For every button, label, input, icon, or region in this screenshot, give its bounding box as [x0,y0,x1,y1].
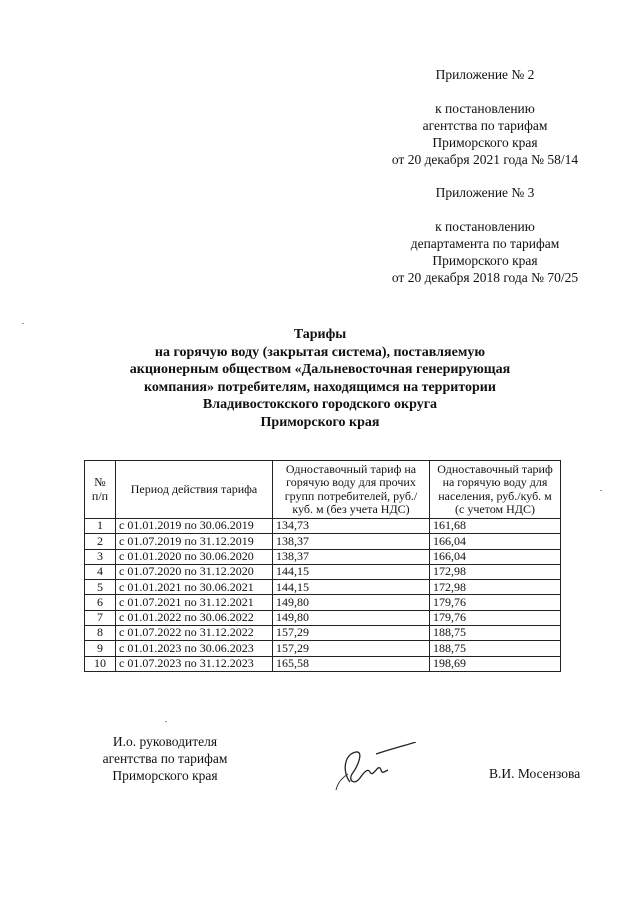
row-tariff-population: 161,68 [430,519,561,534]
position-line3: Приморского края [112,768,218,783]
table-row [85,641,561,656]
header-num: № п/п [85,461,116,519]
row-tariff-population: 172,98 [430,564,561,579]
row-period: с 01.07.2023 по 31.12.2023 [116,656,273,671]
table-row [85,610,561,625]
title-line1: Тарифы [293,327,347,342]
handwritten-signature [328,742,423,792]
appendix-3-title: Приложение № 3 [435,185,535,200]
signatory-position [80,733,250,784]
row-tariff-population: 188,75 [430,641,561,656]
row-num: 3 [85,549,116,564]
row-num: 9 [85,641,116,656]
row-num: 6 [85,595,116,610]
header-period: Период действия тарифа [116,461,273,519]
table-row [85,580,561,595]
table-row [85,564,561,579]
appendix-2-line3: Приморского края [432,135,538,150]
table-body [85,519,561,672]
table-row [85,595,561,610]
title-line3: акционерным обществом «Дальневосточная генерирующая [129,362,511,377]
row-period: с 01.01.2020 по 30.06.2020 [116,549,273,564]
row-tariff-population: 172,98 [430,580,561,595]
row-tariff-population: 198,69 [430,656,561,671]
signatory-name: В.И. Мосензова [489,766,581,781]
position-line1: И.о. руководителя [112,734,218,749]
scan-speck [600,490,602,491]
table-row [85,549,561,564]
row-num: 7 [85,610,116,625]
scan-speck [165,721,167,722]
tariff-table [84,460,561,672]
row-tariff-other: 138,37 [273,549,430,564]
row-tariff-population: 166,04 [430,534,561,549]
row-tariff-population: 179,76 [430,610,561,625]
document-title [100,326,540,431]
appendix-3-line2: департамента по тарифам [410,236,560,251]
row-period: с 01.07.2020 по 31.12.2020 [116,564,273,579]
title-line5: Владивостокского городского округа [202,397,438,412]
appendix-3-line4: от 20 декабря 2018 года № 70/25 [391,270,579,285]
row-tariff-other: 144,15 [273,564,430,579]
table-row [85,626,561,641]
row-period: с 01.07.2019 по 31.12.2019 [116,534,273,549]
row-tariff-other: 134,73 [273,519,430,534]
row-num: 1 [85,519,116,534]
row-tariff-population: 179,76 [430,595,561,610]
scan-speck [22,323,24,324]
row-tariff-population: 166,04 [430,549,561,564]
appendix-2-line2: агентства по тарифам [422,118,548,133]
appendix-3-line1: к постановлению [435,219,535,234]
row-period: с 01.01.2021 по 30.06.2021 [116,580,273,595]
row-period: с 01.01.2019 по 30.06.2019 [116,519,273,534]
appendix-3-line3: Приморского края [432,253,538,268]
row-period: с 01.01.2022 по 30.06.2022 [116,610,273,625]
header-tariff-population: Одноставочный тариф на горячую воду для населения, руб./куб. м (с учетом НДС) [430,461,561,519]
appendix-2-block [370,66,600,168]
row-period: с 01.07.2022 по 31.12.2022 [116,626,273,641]
row-tariff-other: 157,29 [273,626,430,641]
appendix-2-line1: к постановлению [435,101,535,116]
header-tariff-other: Одноставочный тариф на горячую воду для прочих групп потребителей, руб./куб. м (без учета НДС) [273,461,430,519]
appendix-2-title: Приложение № 2 [435,67,535,82]
row-period: с 01.07.2021 по 31.12.2021 [116,595,273,610]
row-tariff-other: 138,37 [273,534,430,549]
appendix-3-block [370,184,600,286]
table-row [85,656,561,671]
table-row [85,519,561,534]
title-line2: на горячую воду (закрытая система), поставляемую [154,344,486,360]
row-num: 10 [85,656,116,671]
row-num: 2 [85,534,116,549]
row-num: 4 [85,564,116,579]
row-tariff-other: 149,80 [273,610,430,625]
row-tariff-other: 144,15 [273,580,430,595]
row-tariff-other: 165,58 [273,656,430,671]
row-period: с 01.01.2023 по 30.06.2023 [116,641,273,656]
row-tariff-other: 149,80 [273,595,430,610]
title-line6: Приморского края [260,414,380,430]
title-line4: компания» потребителям, находящимся на территории [144,379,496,395]
row-tariff-population: 188,75 [430,626,561,641]
appendix-2-line4: от 20 декабря 2021 года № 58/14 [391,152,579,167]
row-num: 5 [85,580,116,595]
row-tariff-other: 157,29 [273,641,430,656]
position-line2: агентства по тарифам [102,751,228,766]
table-header-row [85,461,561,519]
row-num: 8 [85,626,116,641]
table-row [85,534,561,549]
